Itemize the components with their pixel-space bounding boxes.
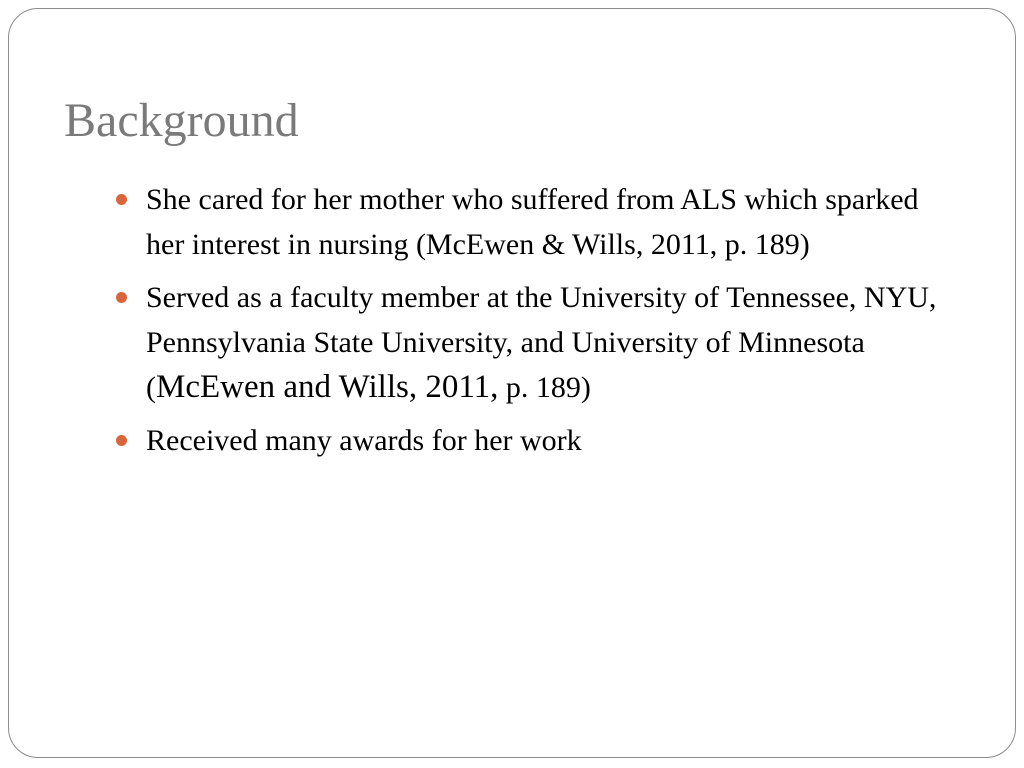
bullet-text-part: p. 189) (498, 371, 591, 404)
bullet-dot-icon (116, 292, 127, 303)
bullet-text (146, 275, 964, 410)
bullet-list (114, 177, 964, 471)
slide-title: Background (64, 94, 299, 147)
bullet-item (114, 177, 964, 267)
bullet-dot-icon (116, 194, 127, 205)
bullet-text: She cared for her mother who suffered from ALS which sparked her interest in nursing (McEwen & Wills, 2011, p. 189) (146, 183, 919, 261)
bullet-dot-icon (116, 435, 127, 446)
bullet-text-part: Served as a faculty member at the University of Tennessee, NYU, Pennsylvania State University, and University of Minnesota ( (146, 281, 937, 404)
bullet-item (114, 275, 964, 410)
slide (8, 8, 1016, 758)
bullet-text: Received many awards for her work (146, 424, 582, 457)
bullet-item (114, 418, 964, 463)
citation-text: McEwen and Wills, 2011, (156, 369, 499, 405)
